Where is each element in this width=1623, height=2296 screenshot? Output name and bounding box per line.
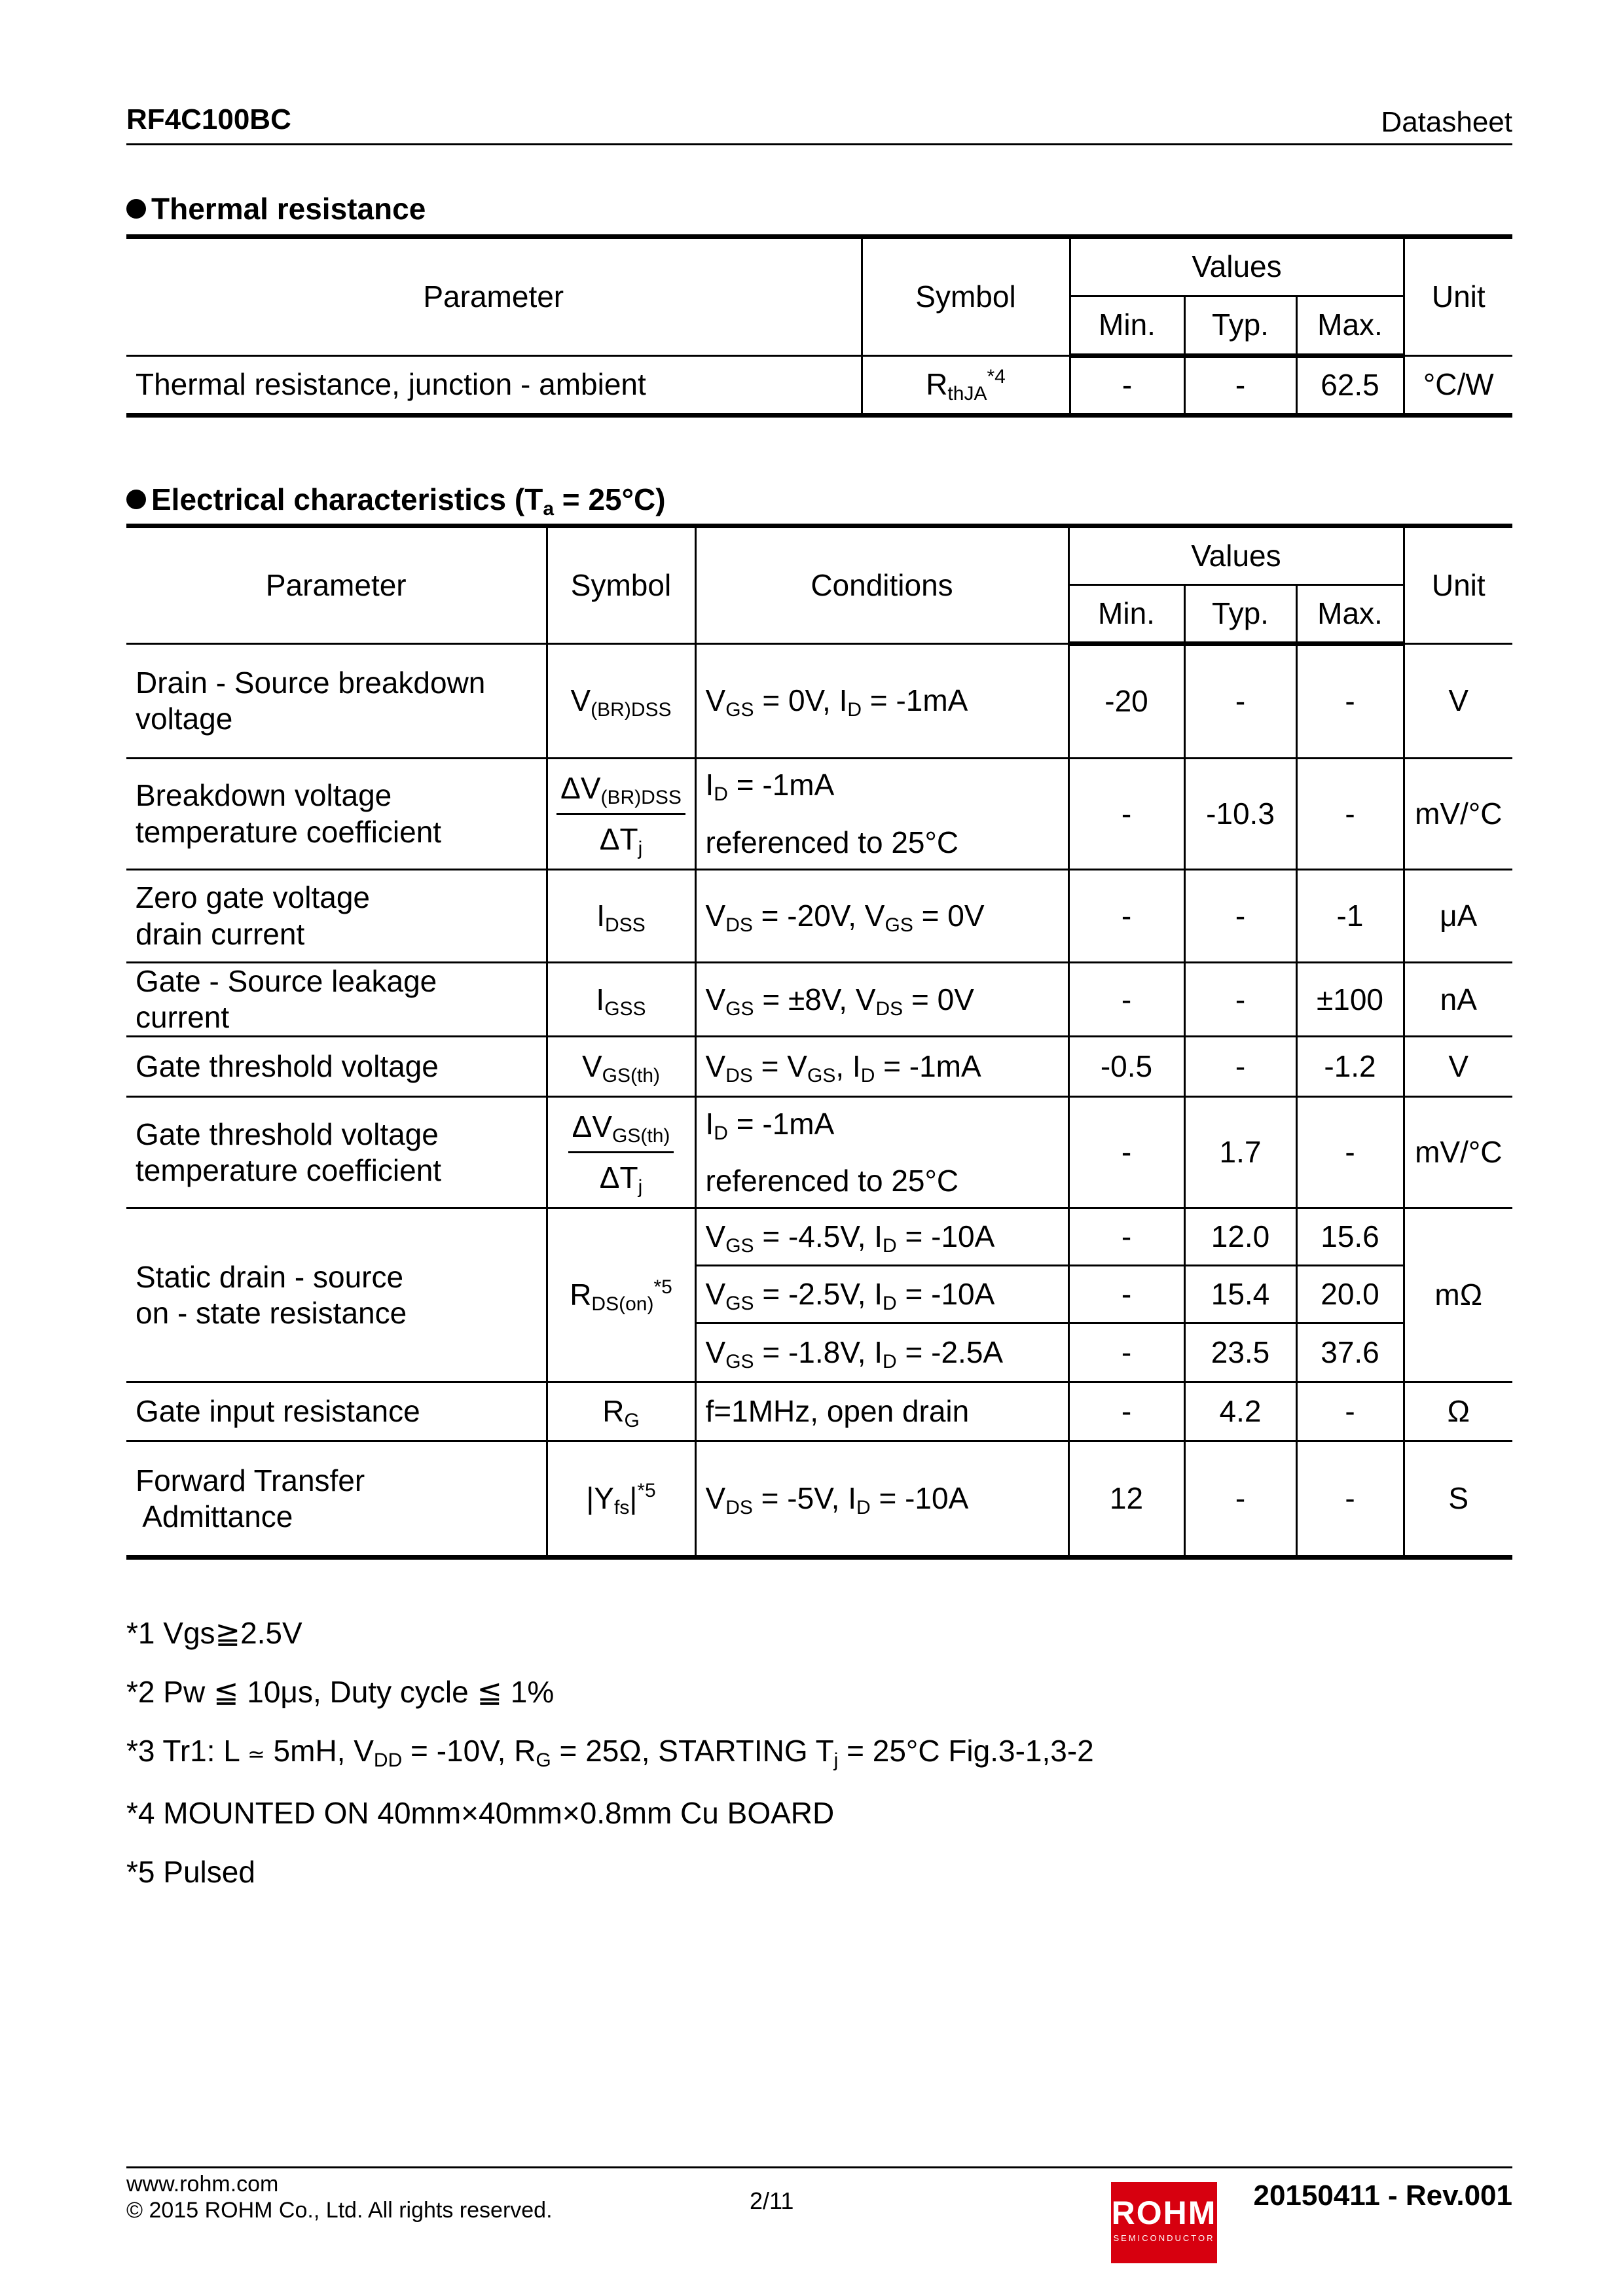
typ-cell: - — [1184, 644, 1296, 759]
min-cell: - — [1068, 759, 1184, 870]
max-cell: - — [1296, 1097, 1404, 1208]
th-parameter: Parameter — [126, 237, 862, 356]
max-cell: 62.5 — [1296, 356, 1404, 416]
unit-cell: V — [1404, 644, 1512, 759]
thermal-table — [126, 234, 1512, 418]
conditions-cell: $V_{GS} = \pm 8V$, $V_{DS} = 0V$ — [695, 963, 1068, 1037]
param-cell: Zero gate voltage drain current — [126, 870, 547, 963]
param-cell: Gate threshold voltage temperature coefficient — [126, 1097, 547, 1208]
param-cell: Forward Transfer Admittance — [126, 1441, 547, 1558]
unit-cell: S — [1404, 1441, 1512, 1558]
th-typ: Typ. — [1184, 585, 1296, 644]
th-conditions: Conditions — [695, 526, 1068, 644]
param-cell: Drain - Source breakdown voltage — [126, 644, 547, 759]
max-cell: -1.2 — [1296, 1037, 1404, 1097]
unit-cell: °C/W — [1404, 356, 1512, 416]
table-row — [126, 356, 1512, 416]
table-row — [126, 1441, 1512, 1558]
typ-cell: - — [1184, 1441, 1296, 1558]
symbol-cell: $I_{DSS}$ — [547, 870, 695, 963]
max-cell: ±100 — [1296, 963, 1404, 1037]
min-cell: - — [1068, 1266, 1184, 1323]
max-cell: 37.6 — [1296, 1323, 1404, 1382]
th-unit: Unit — [1404, 526, 1512, 644]
note-3: *3 Tr1: L ≃ 5mH, $V_{DD} = -10V$, $R_G = 25\Omega$, STARTING $T_j = 25^\circ C$ Fig.3-1,3-2 — [126, 1734, 1094, 1771]
th-symbol: Symbol — [862, 237, 1070, 356]
th-parameter: Parameter — [126, 526, 547, 644]
unit-cell: mV/°C — [1404, 759, 1512, 870]
table-row — [126, 963, 1512, 1037]
unit-cell: μA — [1404, 870, 1512, 963]
conditions-cell: f=1MHz, open drain — [695, 1382, 1068, 1441]
max-cell: - — [1296, 759, 1404, 870]
copyright: © 2015 ROHM Co., Ltd. All rights reserved. — [126, 2198, 553, 2223]
min-cell: - — [1068, 1097, 1184, 1208]
max-cell: 20.0 — [1296, 1266, 1404, 1323]
th-values: Values — [1068, 526, 1404, 585]
symbol-cell: $I_{GSS}$ — [547, 963, 695, 1037]
th-symbol: Symbol — [547, 526, 695, 644]
note-1: *1 Vgs≧2.5V — [126, 1616, 302, 1650]
symbol-cell: $|Y_{fs}|^{*5}$ — [547, 1441, 695, 1558]
electrical-table — [126, 524, 1512, 1560]
footer-rule — [126, 2166, 1512, 2168]
th-unit: Unit — [1404, 237, 1512, 356]
revision: 20150411 - Rev.001 — [1253, 2179, 1512, 2212]
conditions-cell: $I_D = -1mA$ referenced to 25°C — [695, 759, 1068, 870]
typ-cell: 12.0 — [1184, 1208, 1296, 1266]
symbol-cell: $V_{(BR)DSS}$ — [547, 644, 695, 759]
unit-cell: V — [1404, 1037, 1512, 1097]
typ-cell: 23.5 — [1184, 1323, 1296, 1382]
table-row — [126, 1097, 1512, 1208]
conditions-cell: $I_D = -1mA$ referenced to 25°C — [695, 1097, 1068, 1208]
conditions-cell: $V_{GS} = -2.5V$, $I_D = -10A$ — [695, 1266, 1068, 1323]
rohm-logo: ROHM SEMICONDUCTOR — [1111, 2182, 1217, 2263]
symbol-cell: $R_{DS(on)}^{*5}$ — [547, 1208, 695, 1382]
unit-cell: mΩ — [1404, 1208, 1512, 1382]
note-5: *5 Pulsed — [126, 1855, 255, 1889]
electrical-header-row-1 — [126, 526, 1512, 585]
typ-cell: -10.3 — [1184, 759, 1296, 870]
table-row — [126, 644, 1512, 759]
unit-cell: mV/°C — [1404, 1097, 1512, 1208]
max-cell: - — [1296, 644, 1404, 759]
max-cell: - — [1296, 1382, 1404, 1441]
symbol-cell: $\frac{\Delta V_{(BR)DSS}}{\Delta T_j}$ — [547, 759, 695, 870]
conditions-cell: $V_{GS} = 0V$, $I_D = -1mA$ — [695, 644, 1068, 759]
param-cell: Static drain - source on - state resistance — [126, 1208, 547, 1382]
conditions-cell: $V_{DS} = -5V$, $I_D = -10A$ — [695, 1441, 1068, 1558]
max-cell: -1 — [1296, 870, 1404, 963]
table-row — [126, 759, 1512, 870]
min-cell: 12 — [1068, 1441, 1184, 1558]
conditions-cell: $V_{DS} = V_{GS}$, $I_D = -1mA$ — [695, 1037, 1068, 1097]
max-cell: 15.6 — [1296, 1208, 1404, 1266]
part-number: RF4C100BC — [126, 103, 291, 135]
note-2: *2 Pw ≦ 10μs, Duty cycle ≦ 1% — [126, 1675, 555, 1709]
th-values: Values — [1070, 237, 1404, 296]
website-link[interactable]: www.rohm.com — [126, 2172, 279, 2197]
min-cell: -20 — [1068, 644, 1184, 759]
typ-cell: 4.2 — [1184, 1382, 1296, 1441]
footnotes — [126, 1604, 1094, 1901]
doc-type: Datasheet — [1381, 106, 1512, 138]
symbol-cell: $V_{GS(th)}$ — [547, 1037, 695, 1097]
th-max: Max. — [1296, 585, 1404, 644]
min-cell: - — [1070, 356, 1184, 416]
thermal-section-title: Thermal resistance — [126, 191, 426, 226]
typ-cell: 15.4 — [1184, 1266, 1296, 1323]
min-cell: - — [1068, 870, 1184, 963]
unit-cell: Ω — [1404, 1382, 1512, 1441]
max-cell: - — [1296, 1441, 1404, 1558]
param-cell: Gate threshold voltage — [126, 1037, 547, 1097]
typ-cell: - — [1184, 356, 1296, 416]
th-typ: Typ. — [1184, 296, 1296, 356]
param-cell: Gate - Source leakage current — [126, 963, 547, 1037]
param-cell: Thermal resistance, junction - ambient — [126, 356, 862, 416]
typ-cell: - — [1184, 870, 1296, 963]
table-row — [126, 1208, 1512, 1266]
param-cell: Gate input resistance — [126, 1382, 547, 1441]
header-rule — [126, 143, 1512, 145]
electrical-section-title: Electrical characteristics $(T_a = 25^\circ C)$ — [126, 482, 666, 517]
table-row — [126, 1037, 1512, 1097]
note-4: *4 MOUNTED ON 40mm×40mm×0.8mm Cu BOARD — [126, 1796, 835, 1830]
bullet-icon — [126, 199, 146, 219]
min-cell: - — [1068, 1208, 1184, 1266]
table-row — [126, 1382, 1512, 1441]
typ-cell: 1.7 — [1184, 1097, 1296, 1208]
conditions-cell: $V_{GS} = -4.5V$, $I_D = -10A$ — [695, 1208, 1068, 1266]
min-cell: - — [1068, 1323, 1184, 1382]
min-cell: -0.5 — [1068, 1037, 1184, 1097]
symbol-cell: $\frac{\Delta V_{GS(th)}}{\Delta T_j}$ — [547, 1097, 695, 1208]
typ-cell: - — [1184, 963, 1296, 1037]
conditions-cell: $V_{DS} = -20V$, $V_{GS} = 0V$ — [695, 870, 1068, 963]
symbol-cell: $R_{thJA}^{*4}$ — [862, 356, 1070, 416]
symbol-cell: $R_G$ — [547, 1382, 695, 1441]
th-min: Min. — [1070, 296, 1184, 356]
th-min: Min. — [1068, 585, 1184, 644]
conditions-cell: $V_{GS} = -1.8V$, $I_D = -2.5A$ — [695, 1323, 1068, 1382]
min-cell: - — [1068, 1382, 1184, 1441]
th-max: Max. — [1296, 296, 1404, 356]
unit-cell: nA — [1404, 963, 1512, 1037]
min-cell: - — [1068, 963, 1184, 1037]
param-cell: Breakdown voltage temperature coefficient — [126, 759, 547, 870]
bullet-icon — [126, 490, 146, 509]
table-row — [126, 870, 1512, 963]
typ-cell: - — [1184, 1037, 1296, 1097]
thermal-header-row-1 — [126, 237, 1512, 296]
page-number: 2/11 — [750, 2187, 794, 2214]
